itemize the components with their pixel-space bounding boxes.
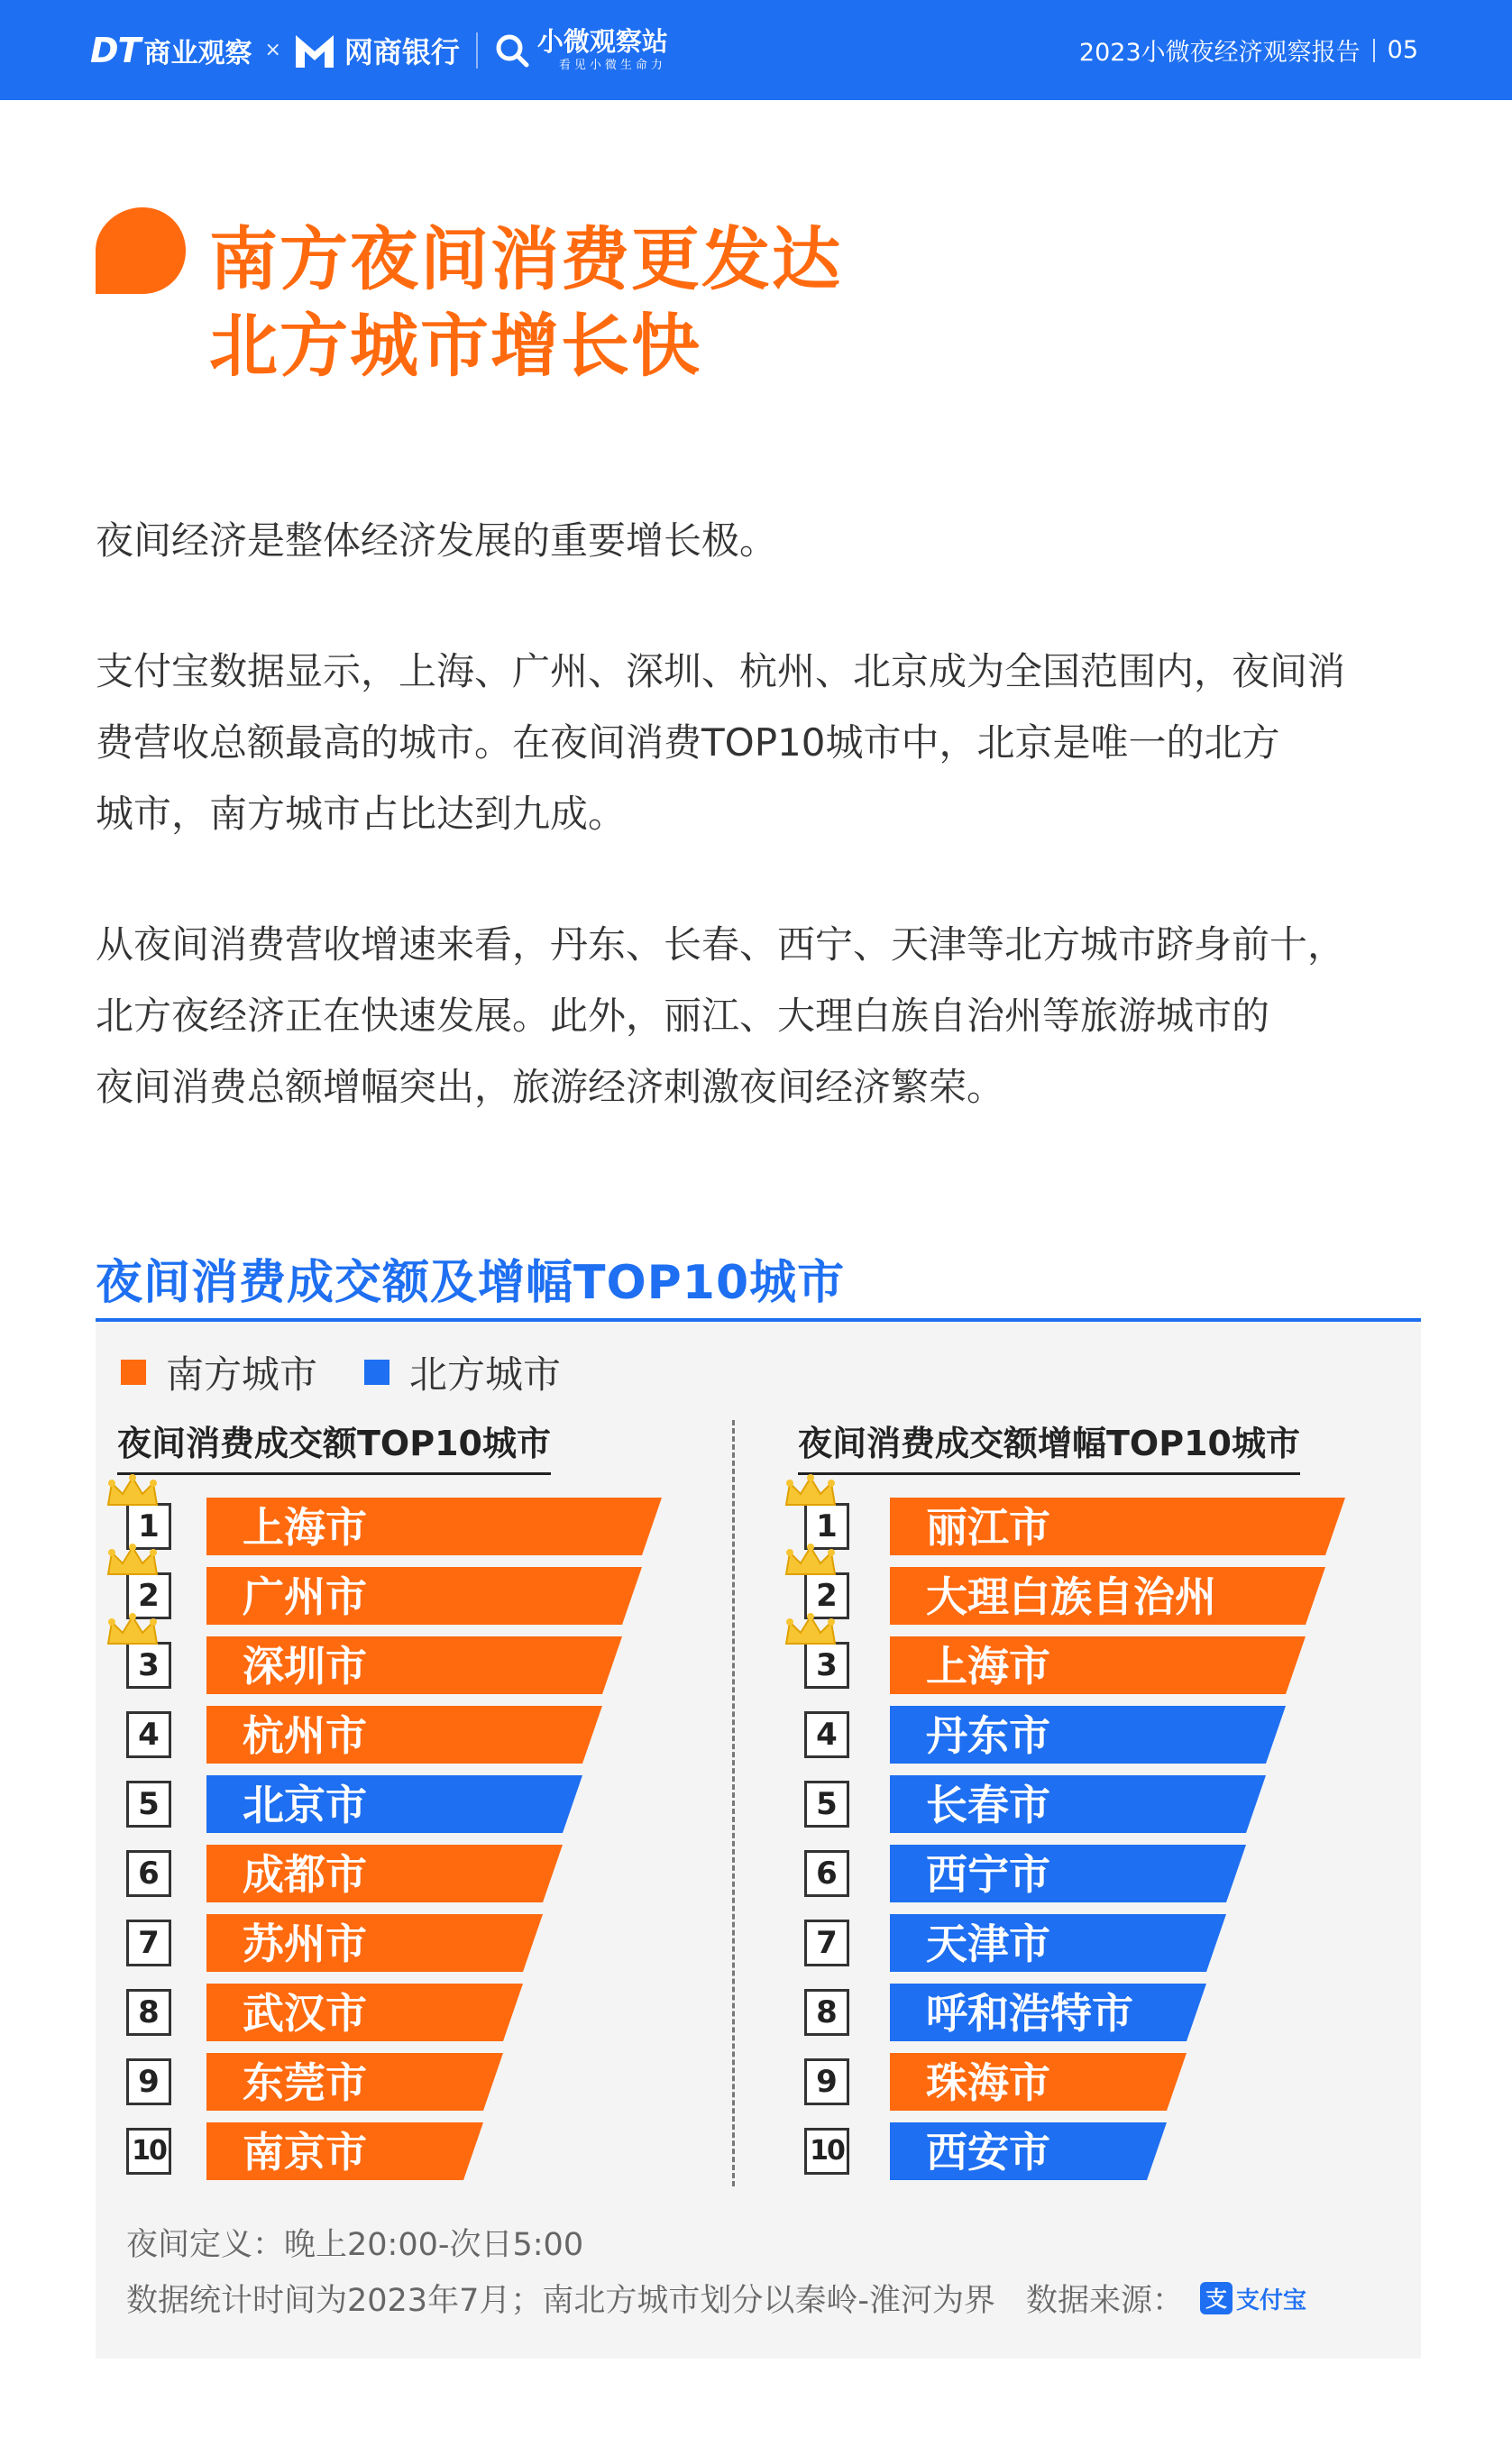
page-title — [209, 216, 842, 389]
paragraph-2-line-2: 费营收总额最高的城市。在夜间消费TOP10城市中，北京是唯一的北方 — [96, 720, 1280, 765]
paragraph-2-line-3: 城市，南方城市占比达到九成。 — [96, 792, 627, 836]
right-rank-city: 呼和浩特市 — [926, 1989, 1133, 2038]
night-definition-note: 夜间定义：晚上20:00-次日5:00 — [126, 2227, 584, 2263]
right-rank-number: 9 — [804, 2058, 849, 2105]
left-rank-city: 广州市 — [243, 1572, 367, 1621]
left-rank-city: 苏州市 — [243, 1920, 367, 1968]
header-report-info — [1079, 0, 1418, 100]
left-rank-city: 上海市 — [243, 1503, 367, 1552]
left-rank-city: 东莞市 — [243, 2058, 367, 2107]
page-number: 05 — [1387, 36, 1418, 64]
chart-legend — [121, 1345, 608, 1399]
xiaowei-logo-slogan: 看见小微生命力 — [558, 59, 666, 72]
left-rank-city: 武汉市 — [243, 1989, 367, 2038]
dt-logo-mark: DT — [90, 30, 141, 70]
left-rank-number: 6 — [126, 1850, 171, 1897]
paragraph-1: 夜间经济是整体经济发展的重要增长极。 — [96, 518, 778, 563]
xiaowei-logo — [536, 26, 668, 72]
right-rank-city: 西宁市 — [926, 1850, 1050, 1899]
crown-icon — [105, 1613, 160, 1649]
left-rank-number: 1 — [126, 1503, 171, 1550]
mybank-logo-text: 网商银行 — [344, 34, 460, 69]
right-rank-city: 丹东市 — [926, 1711, 1050, 1760]
left-rank-city: 深圳市 — [243, 1642, 367, 1691]
legend-item-north — [364, 1345, 561, 1399]
paragraph-3 — [96, 909, 1421, 1123]
alipay-logo-text: 支付宝 — [1236, 2286, 1307, 2314]
paragraph-3-line-2: 北方夜经济正在快速发展。此外，丽江、大理白族自治州等旅游城市的 — [96, 994, 1270, 1038]
data-period-note: 数据统计时间为2023年7月；南北方城市划分以秦岭-淮河为界 — [126, 2283, 995, 2319]
left-rank-number: 2 — [126, 1572, 171, 1619]
lists-divider — [732, 1420, 735, 2186]
header-divider — [1373, 39, 1375, 62]
left-rank-number: 3 — [126, 1642, 171, 1689]
paragraph-3-line-3: 夜间消费总额增幅突出，旅游经济刺激夜间经济繁荣。 — [96, 1065, 1005, 1109]
left-rank-city: 杭州市 — [243, 1711, 367, 1760]
alipay-logo — [1200, 2282, 1306, 2315]
crown-icon — [105, 1544, 160, 1580]
logo-separator — [476, 32, 478, 69]
title-line-1: 南方夜间消费更发达 — [209, 219, 842, 299]
right-rank-city: 上海市 — [926, 1642, 1050, 1691]
crown-icon — [783, 1544, 838, 1580]
dt-logo-text: 商业观察 — [143, 37, 252, 69]
chart-title: 夜间消费成交额及增幅TOP10城市 — [96, 1256, 846, 1310]
header-logos — [90, 0, 668, 100]
mybank-m-icon — [294, 32, 335, 69]
left-rank-number: 10 — [126, 2128, 171, 2175]
legend-item-south — [121, 1345, 317, 1399]
magnifier-logo-icon — [494, 32, 530, 69]
page-header — [0, 0, 1512, 100]
data-source-note — [126, 2276, 1306, 2321]
logo-times-sign: × — [264, 39, 281, 61]
left-rank-number: 8 — [126, 1989, 171, 2036]
legend-swatch-north — [364, 1360, 389, 1385]
legend-label-north: 北方城市 — [409, 1352, 562, 1397]
legend-label-south: 南方城市 — [166, 1352, 318, 1397]
dt-logo — [90, 31, 252, 70]
paragraph-2-line-1: 支付宝数据显示，上海、广州、深圳、杭州、北京成为全国范围内，夜间消 — [96, 649, 1346, 693]
right-rank-number: 7 — [804, 1920, 849, 1966]
svg-text:支: 支 — [1205, 2286, 1227, 2312]
right-rank-number: 6 — [804, 1850, 849, 1897]
right-rank-city: 大理白族自治州 — [926, 1572, 1216, 1621]
right-rank-number: 1 — [804, 1503, 849, 1550]
source-label: 数据来源： — [1025, 2283, 1184, 2319]
left-rank-city: 北京市 — [243, 1781, 367, 1829]
right-rank-number: 3 — [804, 1642, 849, 1689]
title-bubble-icon — [96, 207, 186, 294]
right-rank-number: 2 — [804, 1572, 849, 1619]
left-rank-number: 4 — [126, 1711, 171, 1758]
right-rank-city: 珠海市 — [926, 2058, 1050, 2107]
right-rank-number: 8 — [804, 1989, 849, 2036]
paragraph-2 — [96, 636, 1421, 849]
right-rank-city: 天津市 — [926, 1920, 1050, 1968]
right-rank-number: 5 — [804, 1781, 849, 1828]
left-rank-city: 成都市 — [243, 1850, 367, 1899]
title-line-2: 北方城市增长快 — [209, 306, 701, 386]
legend-swatch-south — [121, 1360, 146, 1385]
left-rank-city: 南京市 — [243, 2128, 367, 2176]
left-rank-number: 9 — [126, 2058, 171, 2105]
paragraph-3-line-1: 从夜间消费营收增速来看，丹东、长春、西宁、天津等北方城市跻身前十， — [96, 922, 1346, 967]
right-rank-number: 4 — [804, 1711, 849, 1758]
left-rank-number: 5 — [126, 1781, 171, 1828]
left-list-title: 夜间消费成交额TOP10城市 — [117, 1416, 551, 1475]
chart-panel — [96, 1322, 1421, 2359]
left-rank-number: 7 — [126, 1920, 171, 1966]
right-list-title: 夜间消费成交额增幅TOP10城市 — [798, 1416, 1300, 1475]
right-rank-city: 西安市 — [926, 2128, 1050, 2176]
crown-icon — [105, 1474, 160, 1510]
crown-icon — [783, 1474, 838, 1510]
right-rank-city: 长春市 — [926, 1781, 1050, 1829]
right-rank-number: 10 — [804, 2128, 849, 2175]
alipay-icon — [1200, 2282, 1233, 2314]
xiaowei-logo-text: 小微观察站 — [536, 26, 668, 57]
crown-icon — [783, 1613, 838, 1649]
report-title: 2023小微夜经济观察报告 — [1078, 39, 1361, 67]
right-rank-city: 丽江市 — [926, 1503, 1050, 1552]
